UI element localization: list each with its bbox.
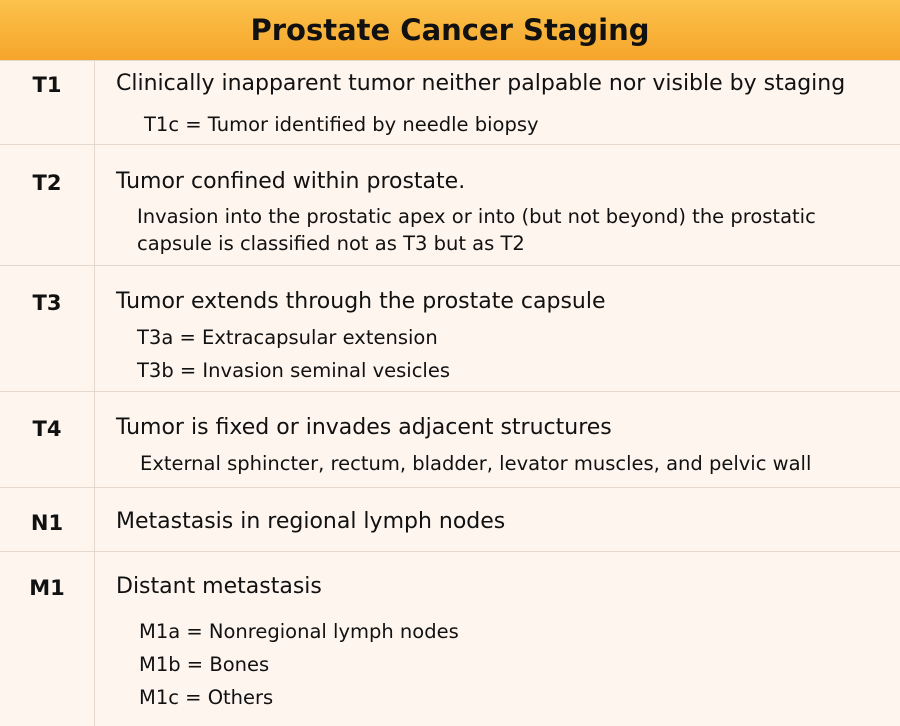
stage-row-m1 bbox=[0, 551, 900, 726]
stage-detail: M1b = Bones bbox=[139, 653, 270, 676]
stage-description: Distant metastasis bbox=[116, 574, 322, 599]
code-column bbox=[0, 145, 95, 266]
stage-row-t3 bbox=[0, 265, 900, 392]
stage-detail: M1a = Nonregional lymph nodes bbox=[139, 620, 459, 643]
stage-detail: Invasion into the prostatic apex or into (but not beyond) the prostatic capsule is classified not as T3 but as T2 bbox=[137, 205, 816, 255]
stage-description: Tumor extends through the prostate capsule bbox=[116, 289, 606, 314]
stage-row-t2 bbox=[0, 144, 900, 266]
stage-code: T2 bbox=[32, 171, 62, 195]
stage-detail: T3a = Extracapsular extension bbox=[137, 326, 438, 349]
stage-detail: M1c = Others bbox=[139, 686, 274, 709]
stage-description: Metastasis in regional lymph nodes bbox=[116, 509, 506, 534]
page-title: Prostate Cancer Staging bbox=[250, 13, 650, 47]
stage-code: T4 bbox=[32, 417, 62, 441]
stage-detail: External sphincter, rectum, bladder, levator muscles, and pelvic wall bbox=[140, 452, 812, 475]
stage-row-t4 bbox=[0, 391, 900, 488]
stage-detail: T1c = Tumor identified by needle biopsy bbox=[144, 113, 539, 136]
stage-row-n1 bbox=[0, 487, 900, 552]
stage-description: Tumor confined within prostate. bbox=[116, 169, 466, 194]
stage-description: Clinically inapparent tumor neither palpable nor visible by staging bbox=[116, 71, 846, 96]
stage-row-t1 bbox=[0, 60, 900, 145]
stage-code: T1 bbox=[32, 73, 62, 97]
stage-code: N1 bbox=[30, 511, 64, 535]
title-banner bbox=[0, 0, 900, 60]
stage-code: M1 bbox=[29, 576, 65, 600]
stage-description: Tumor is fixed or invades adjacent structures bbox=[116, 415, 612, 440]
stage-detail: T3b = Invasion seminal vesicles bbox=[137, 359, 450, 382]
code-column bbox=[0, 266, 95, 392]
stage-code: T3 bbox=[32, 291, 62, 315]
